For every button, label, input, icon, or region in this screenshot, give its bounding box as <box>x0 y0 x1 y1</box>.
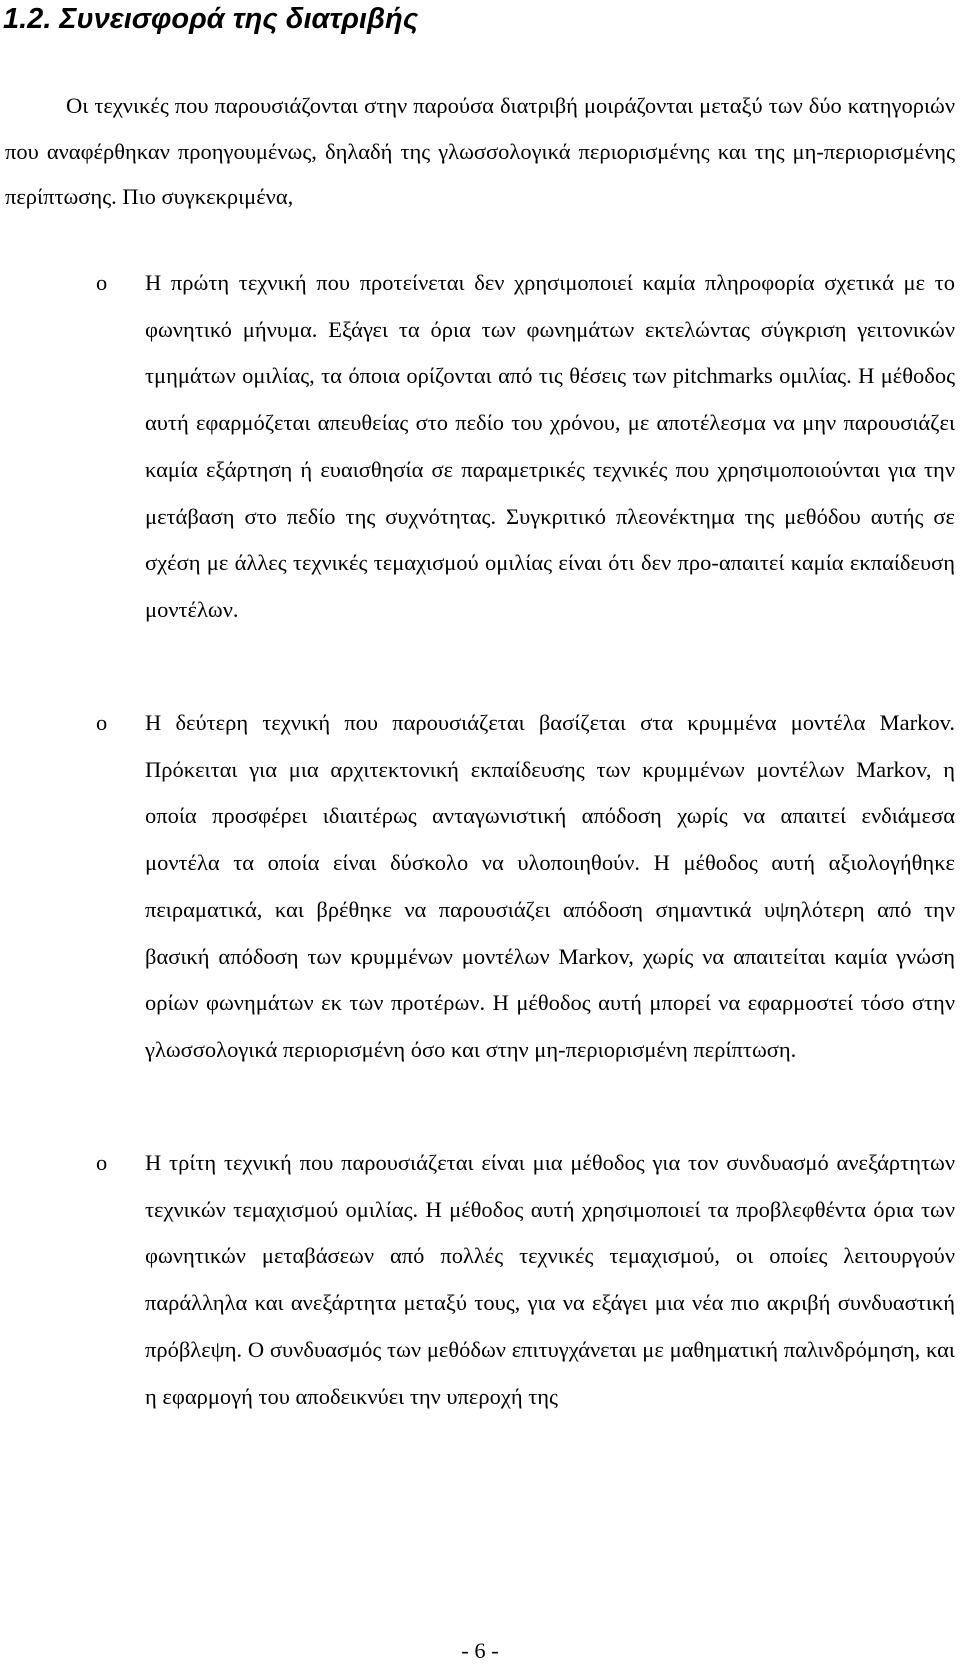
section-heading: 1.2. Συνεισφορά της διατριβής <box>3 3 419 35</box>
bullet-marker: o <box>96 1150 108 1175</box>
list-item-text: Η δεύτερη τεχνική που παρουσιάζεται βασίζεται στα κρυμμένα μοντέλα Markov. Πρόκειται για μια αρχιτεκτονική εκπαίδευσης των κρυμμένων μοντέλων Markov, η οποία προσφέρει ιδιαιτέρως ανταγωνιστική απόδοση χωρίς να απαιτεί ενδιάμεσα μοντέλα τα οποία είναι δύσκολο να υλοποιηθούν. Η μέθοδος αυτή αξιολογήθηκε πειραματικά, και βρέθηκε να παρουσιάζει απόδοση σημαντικά υψηλότερη από την βασική απόδοση των κρυμμένων μοντέλων Markov, χωρίς να απαιτείται καμία γνώση ορίων φωνημάτων εκ των προτέρων. Η μέθοδος αυτή μπορεί να εφαρμοστεί τόσο στην γλωσσολογικά περιορισμένη όσο και στην μη-περιορισμένη περίπτωση. <box>145 710 955 1062</box>
list-item-text: Η τρίτη τεχνική που παρουσιάζεται είναι μια μέθοδος για τον συνδυασμό ανεξάρτητων τεχνικών τεμαχισμού ομιλίας. Η μέθοδος αυτή χρησιμοποιεί τα προβλεφθέντα όρια των φωνητικών μεταβάσεων από πολλές τεχνικές τεμαχισμού, οι οποίες λειτουργούν παράλληλα και ανεξάρτητα μεταξύ τους, για να εξάγει μια νέα πιο ακριβή συνδυαστική πρόβλεψη. Ο συνδυασμός των μεθόδων επιτυγχάνεται με μαθηματική παλινδρόμηση, και η εφαρμογή του αποδεικνύει την υπεροχή της <box>145 1150 955 1409</box>
bullet-marker: o <box>96 270 108 295</box>
list-item-text: Η πρώτη τεχνική που προτείνεται δεν χρησιμοποιεί καμία πληροφορία σχετικά με το φωνητικό μήνυμα. Εξάγει τα όρια των φωνημάτων εκτελώντας σύγκριση γειτονικών τμημάτων ομιλίας, τα όποια ορίζονται από τις θέσεις των pitchmarks ομιλίας. Η μέθοδος αυτή εφαρμόζεται απευθείας στο πεδίο του χρόνου, με αποτέλεσμα να μην παρουσιάζει καμία εξάρτηση ή ευαισθησία σε παραμετρικές τεχνικές που χρησιμοποιούνται για την μετάβαση στο πεδίο της συχνότητας. Συγκριτικό πλεονέκτημα της μεθόδου αυτής σε σχέση με άλλες τεχνικές τεμαχισμού ομιλίας είναι ότι δεν προ-απαιτεί καμία εκπαίδευση μοντέλων. <box>145 270 955 622</box>
bullet-marker: o <box>96 710 108 735</box>
page-number: - 6 - <box>461 1638 499 1663</box>
intro-paragraph: Οι τεχνικές που παρουσιάζονται στην παρούσα διατριβή μοιράζονται μεταξύ των δύο κατηγοριών που αναφέρθηκαν προηγουμένως, δηλαδή της γλωσσολογικά περιορισμένης και της μη-περιορισμένης περίπτωσης. Πιο συγκεκριμένα, <box>5 93 955 209</box>
